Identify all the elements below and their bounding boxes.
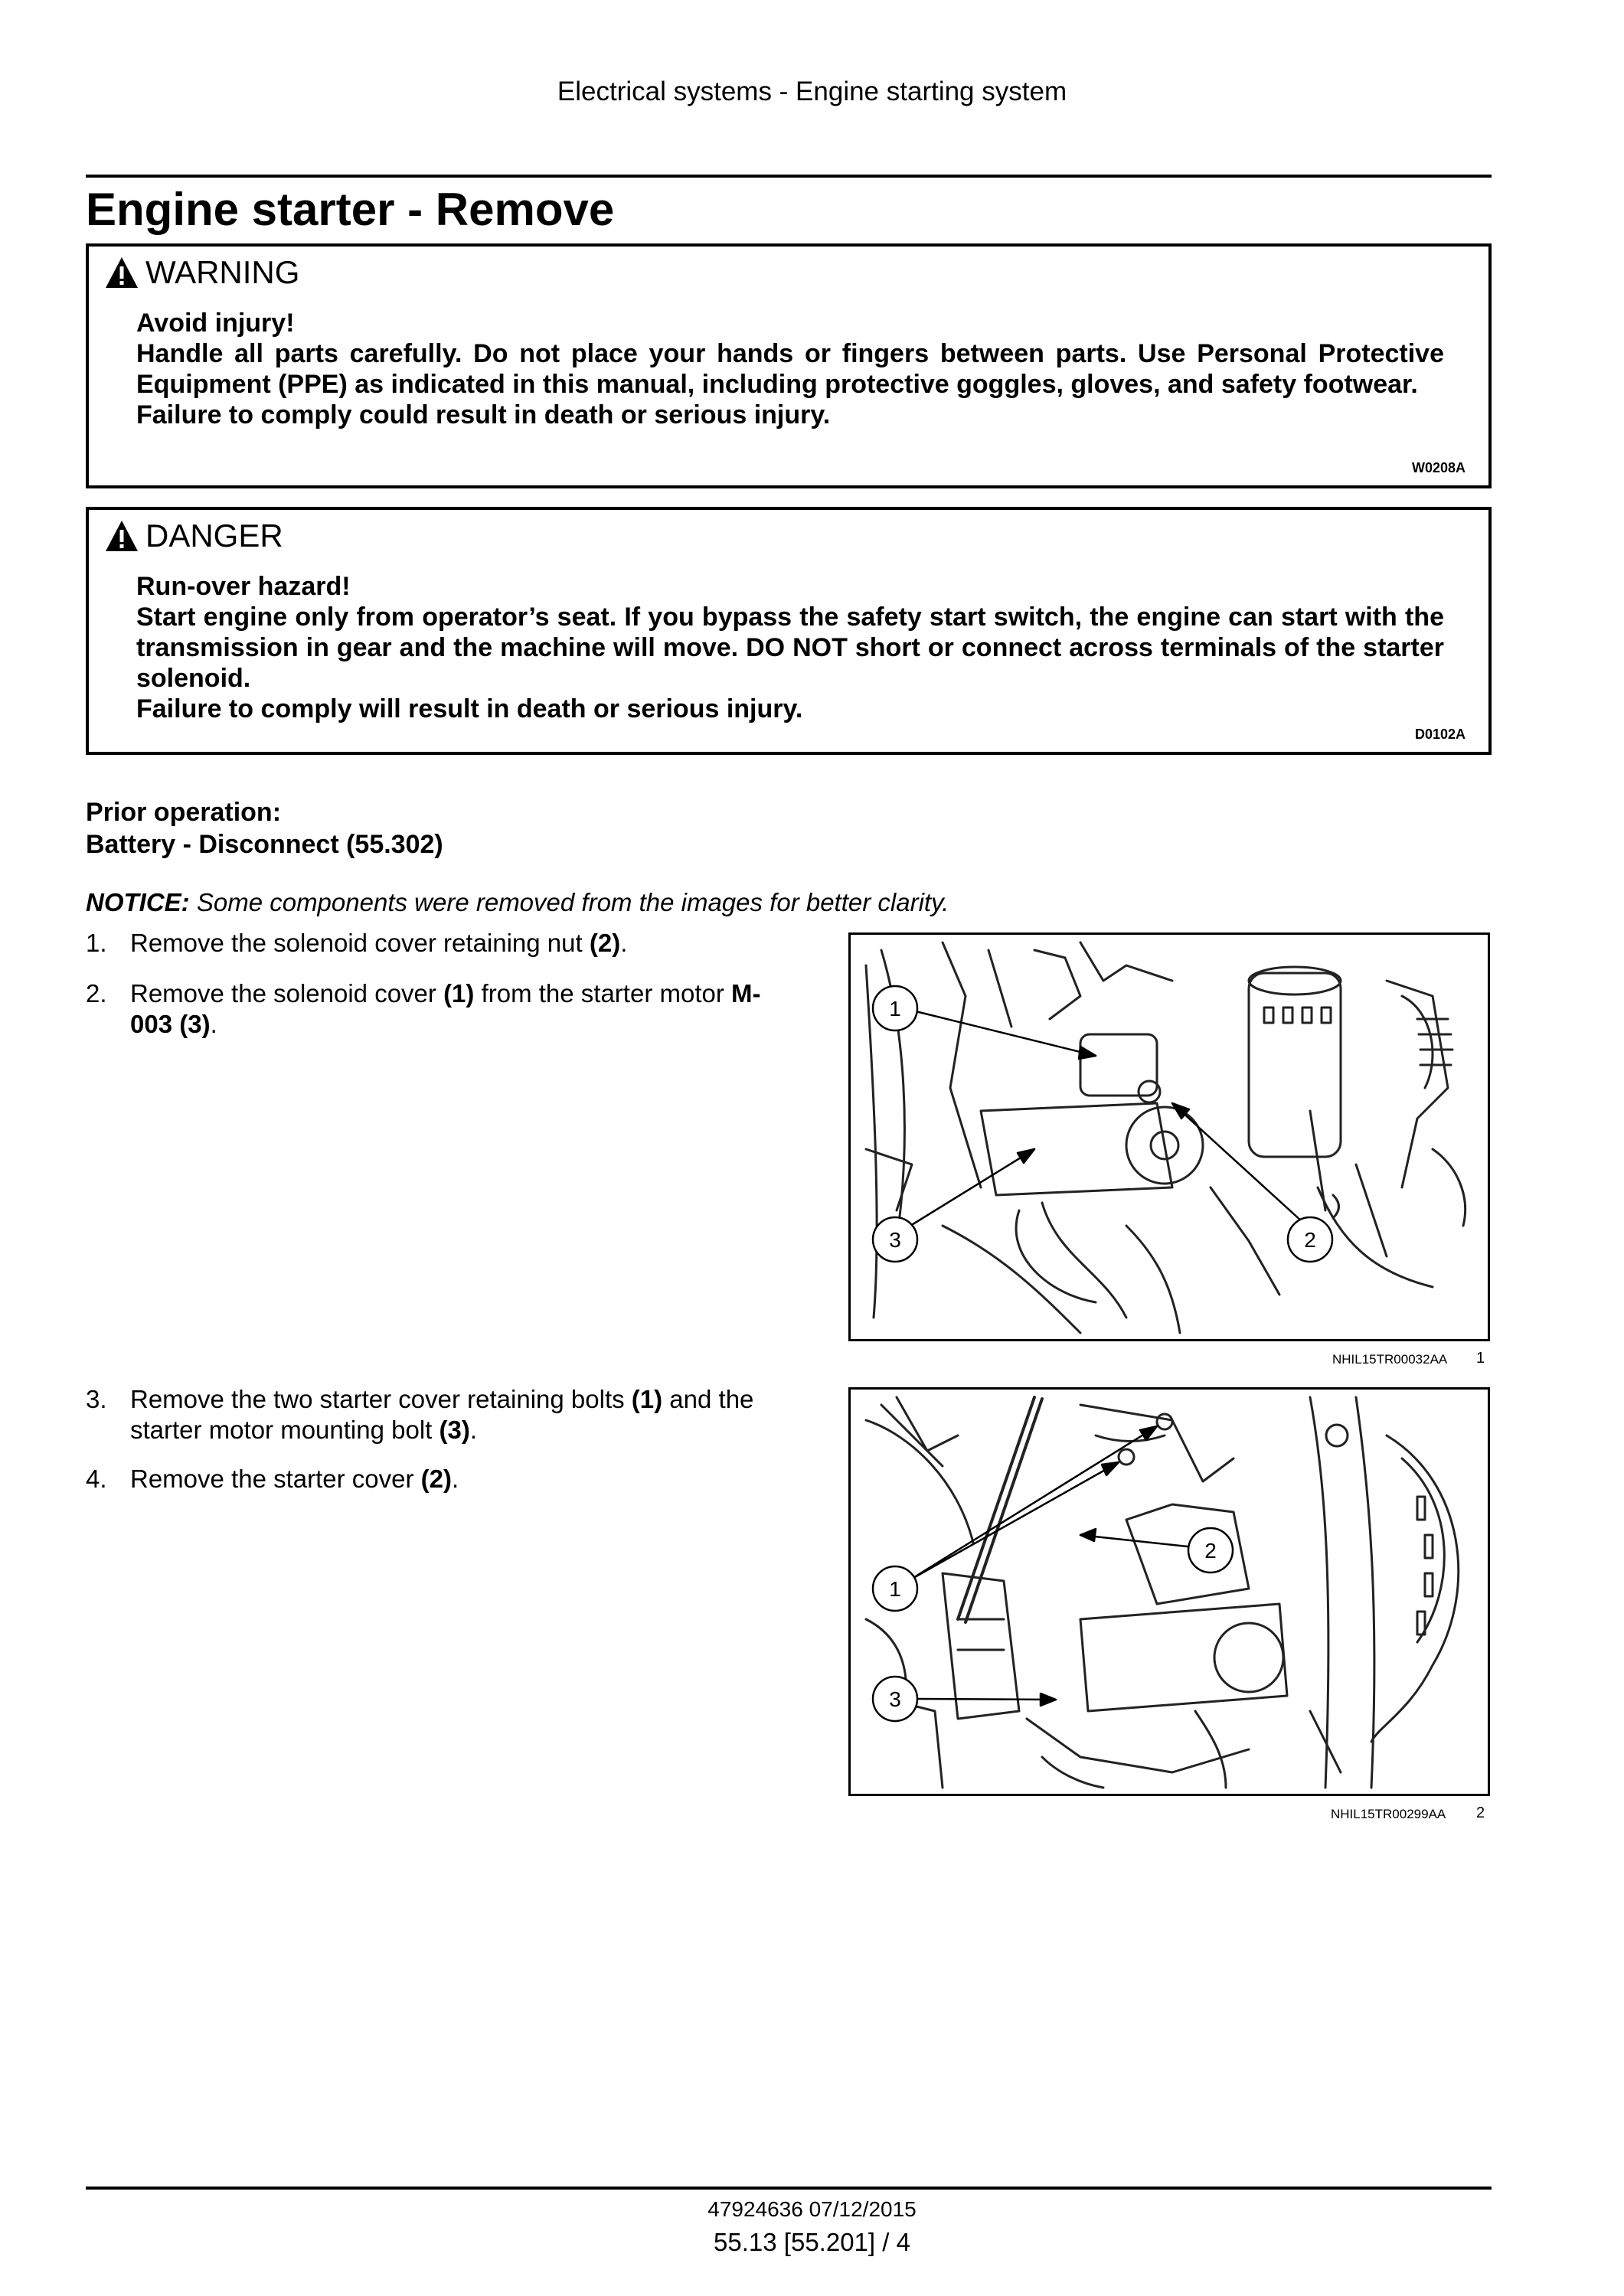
prior-operation-link[interactable]: Battery - Disconnect (55.302)	[86, 830, 443, 859]
callout-1-label: 1	[889, 997, 901, 1021]
danger-label: DANGER	[145, 518, 283, 554]
callout-2-label: 2	[1304, 1228, 1316, 1252]
warning-code: W0208A	[1411, 460, 1466, 475]
callout-1-label: 1	[889, 1577, 901, 1601]
callout-2-label: 2	[1204, 1539, 1217, 1563]
danger-header	[104, 518, 283, 554]
document-id: 47924636 07/12/2015	[707, 2197, 917, 2221]
warning-header	[104, 254, 299, 291]
starter-cover-illustration	[851, 1390, 1488, 1794]
danger-box	[86, 507, 1492, 755]
danger-line: Run-over hazard!	[136, 572, 351, 601]
step-number: 3.	[86, 1385, 107, 1413]
step-text: Remove the two starter cover retaining bolts (1) and the starter motor mounting bolt (3).	[130, 1385, 754, 1444]
page-reference: 55.13 [55.201] / 4	[714, 2228, 910, 2256]
starter-solenoid-illustration	[851, 935, 1488, 1339]
figure-1	[848, 932, 1490, 1341]
warning-line: Avoid injury!	[136, 309, 295, 338]
step-text: Remove the solenoid cover retaining nut (2).	[130, 929, 628, 957]
danger-line: Failure to comply will result in death or serious injury.	[136, 694, 803, 723]
prior-operation-label: Prior operation:	[86, 798, 282, 827]
figure-1-number: 1	[1476, 1350, 1485, 1367]
warning-triangle-icon	[104, 255, 139, 290]
step-number: 2.	[86, 979, 107, 1008]
figure-2	[848, 1387, 1490, 1796]
callout-3-label: 3	[889, 1228, 901, 1252]
footer-rule	[86, 2187, 1492, 2190]
warning-label: WARNING	[145, 254, 300, 290]
notice-text: Some components were removed from the images for better clarity.	[189, 888, 949, 916]
step-text: Remove the starter cover (2).	[130, 1465, 459, 1493]
step-number: 1.	[86, 929, 107, 957]
warning-line: Failure to comply could result in death or serious injury.	[136, 400, 831, 429]
warning-text	[136, 308, 1444, 430]
prior-operation	[86, 796, 443, 861]
warning-line: Handle all parts carefully. Do not place your hands or fingers between parts. Use Personal Protective Equipment (PPE) as indicated in this manual, including protective goggles, gloves, and safety footwear.	[136, 339, 1444, 399]
running-header: Electrical systems - Engine starting system	[557, 77, 1067, 106]
warning-box	[86, 243, 1492, 488]
danger-text	[136, 571, 1444, 724]
figure-1-ref: NHIL15TR00032AA	[1332, 1352, 1448, 1367]
callout-1	[873, 986, 1096, 1059]
danger-triangle-icon	[104, 518, 139, 554]
page-title: Engine starter - Remove	[86, 184, 615, 235]
callout-3-label: 3	[889, 1687, 901, 1711]
figure-2-number: 2	[1476, 1804, 1485, 1821]
danger-code: D0102A	[1414, 727, 1466, 742]
step-text: Remove the solenoid cover (1) from the starter motor M-003 (3).	[130, 979, 761, 1038]
notice	[86, 888, 949, 917]
figure-2-ref: NHIL15TR00299AA	[1331, 1807, 1446, 1821]
notice-label: NOTICE:	[86, 888, 190, 916]
title-rule	[86, 175, 1492, 178]
danger-line: Start engine only from operator’s seat. If you bypass the safety start switch, the engine can start with the transmission in gear and the machine will move. DO NOT short or connect across terminals of the starter solenoid.	[136, 603, 1444, 693]
step-number: 4.	[86, 1465, 107, 1493]
